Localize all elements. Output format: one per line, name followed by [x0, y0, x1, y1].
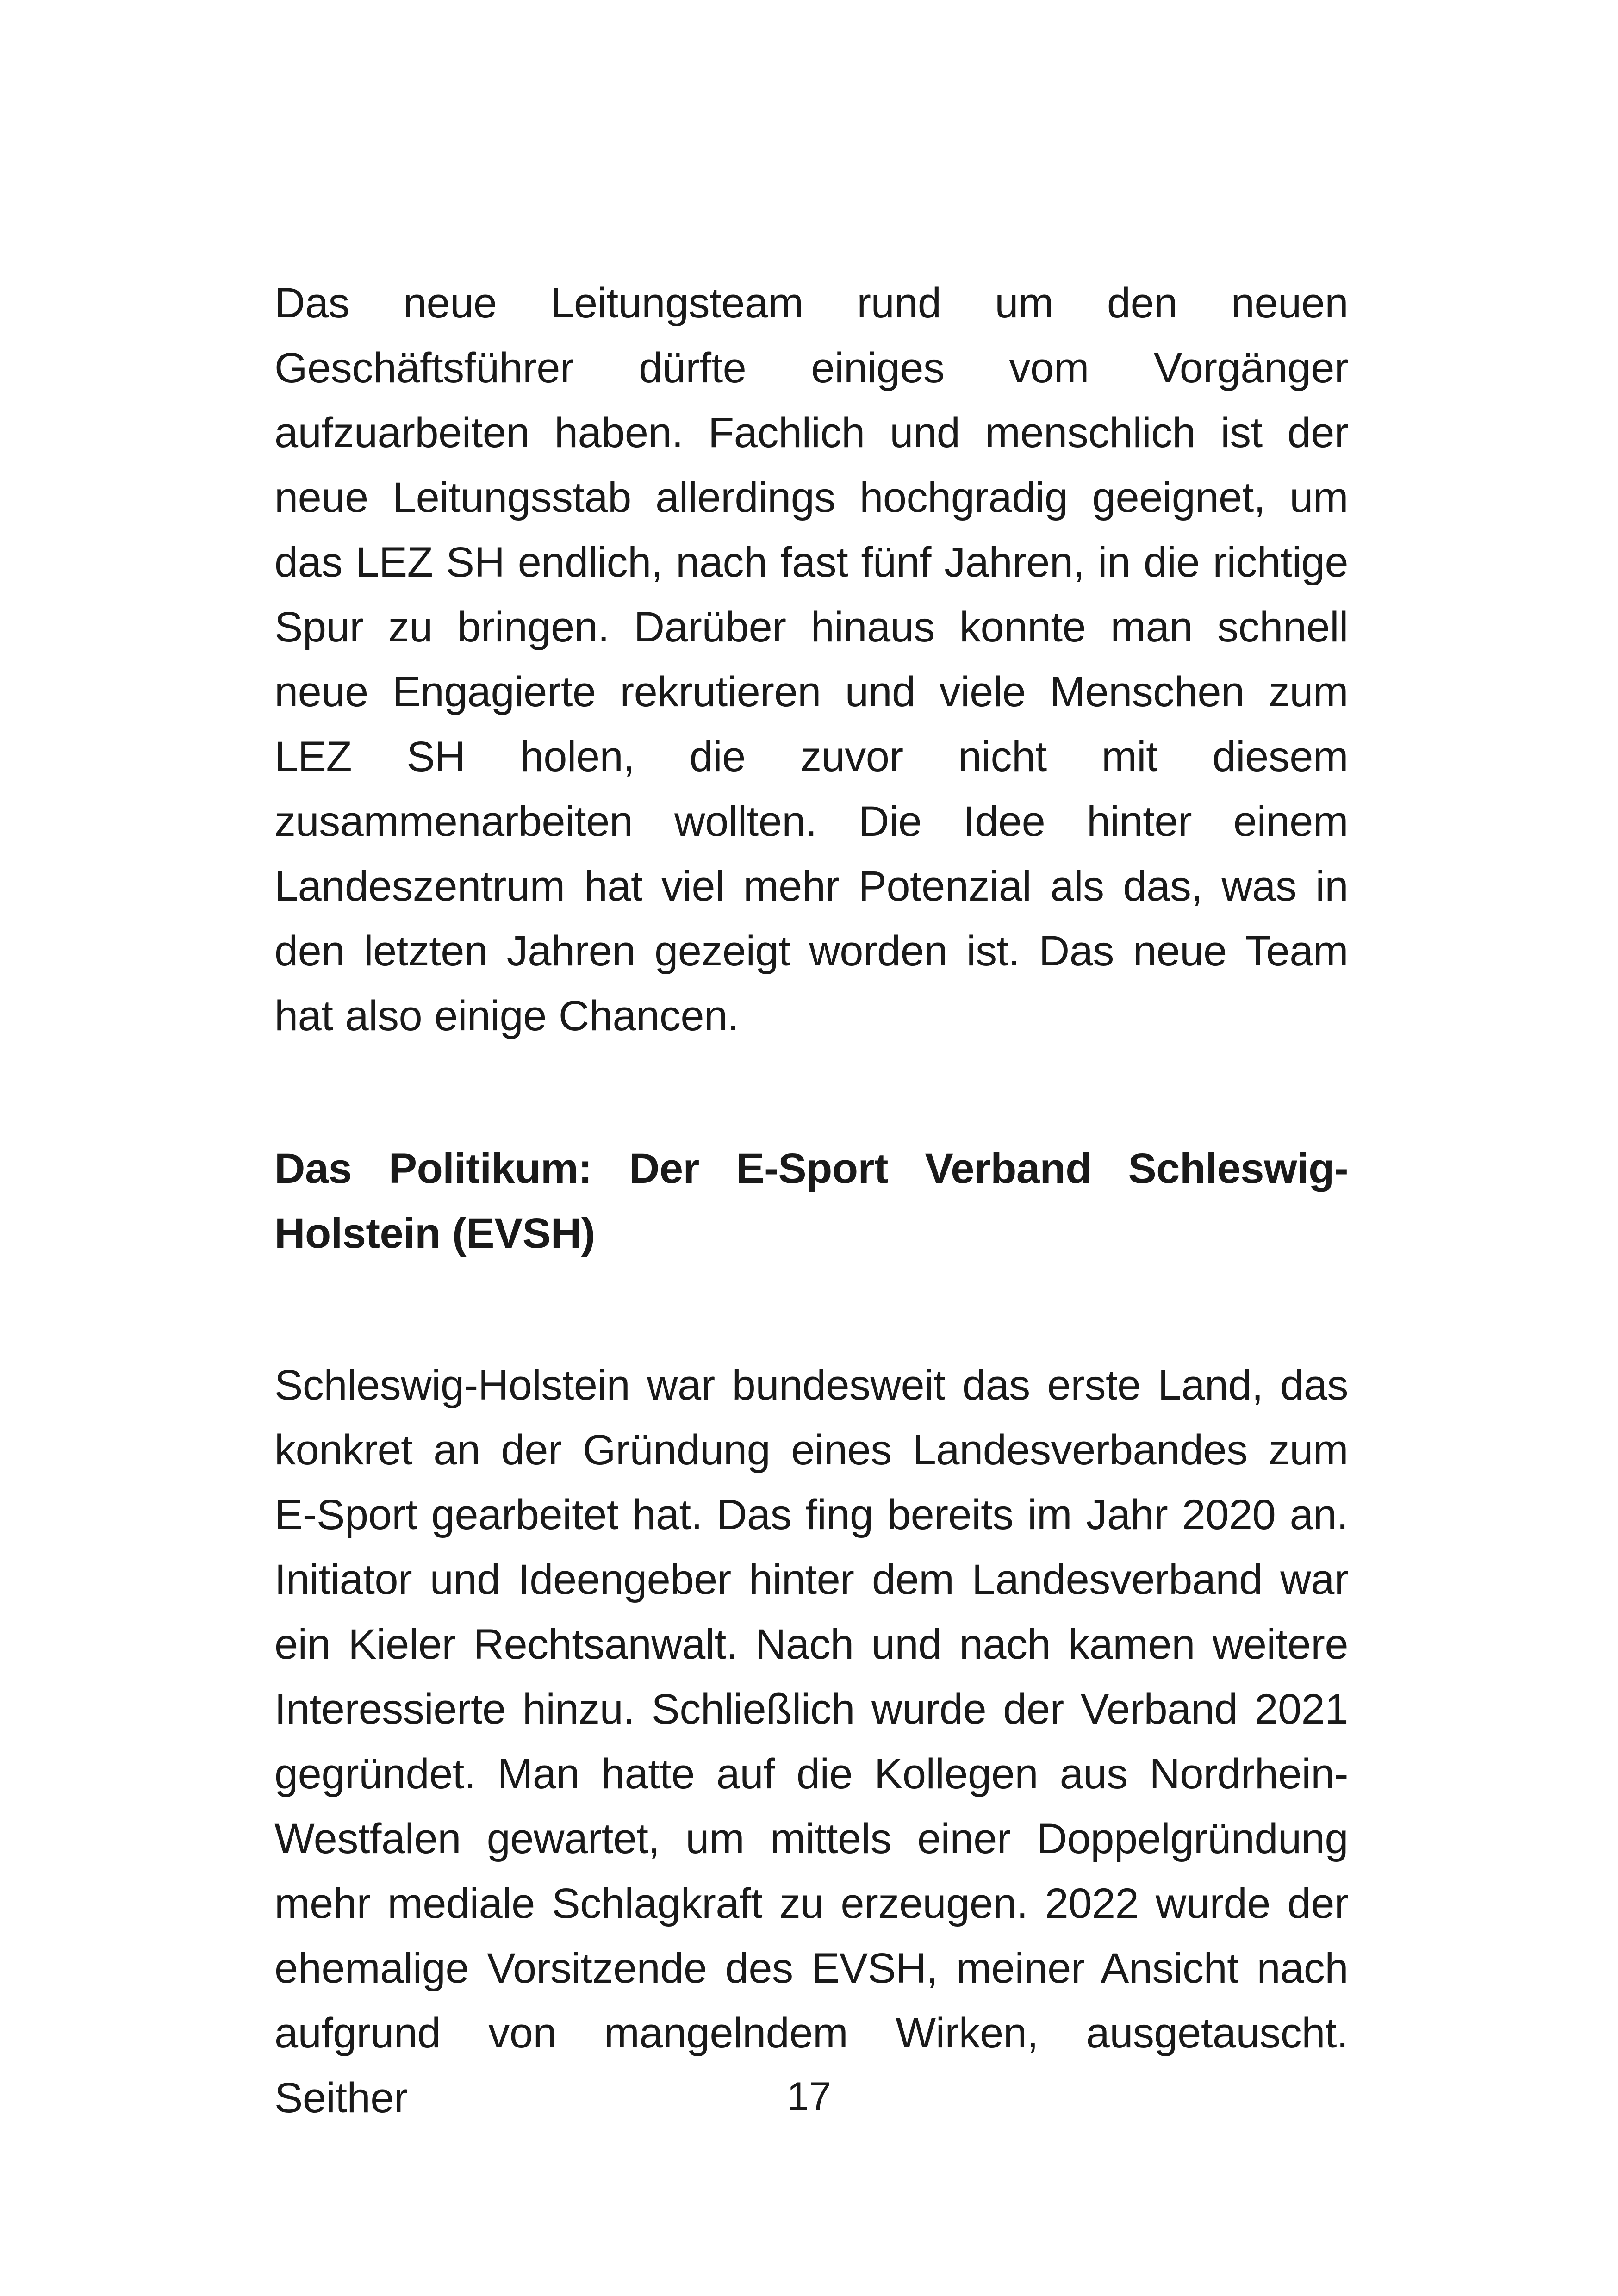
body-paragraph-leitungsteam: Das neue Leitungsteam rund um den neuen Geschäftsführer dürfte einiges vom Vorgänger aufzuarbeiten haben. Fachlich und menschlich ist der neue Leitungsstab allerdings hochgradig geeignet, um das LEZ SH endlich, nach fast fünf Jahren, in die richtige Spur zu bringen. Darüber hinaus konnte man schnell neue Engagierte rekrutieren und viele Menschen zum LEZ SH holen, die zuvor nicht mit diesem zusammenarbeiten wollten. Die Idee hinter einem Landeszentrum hat viel mehr Potenzial als das, was in den letzten Jahren gezeigt worden ist. Das neue Team hat also einige Chancen. — [274, 280, 1348, 1039]
page-number: 17 — [787, 2074, 831, 2119]
text-column — [274, 271, 1348, 2130]
section-heading: Das Politikum: Der E-Sport Verband Schleswig-Holstein (EVSH) — [274, 1145, 1348, 1257]
body-paragraph-evsh: Schleswig-Holstein war bundesweit das erste Land, das konkret an der Gründung eines Landesverbandes zum E-Sport gearbeitet hat. Das fing bereits im Jahr 2020 an. Initiator und Ideengeber hinter dem Landesverband war ein Kieler Rechtsanwalt. Nach und nach kamen weitere Interessierte hinzu. Schließlich wurde der Verband 2021 gegründet. Man hatte auf die Kollegen aus Nordrhein-Westfalen gewartet, um mittels einer Doppelgründung mehr mediale Schlagkraft zu erzeugen. 2022 wurde der ehemalige Vorsitzende des EVSH, meiner Ansicht nach aufgrund von mangelndem Wirken, ausgetauscht. Seither — [274, 1362, 1348, 2122]
